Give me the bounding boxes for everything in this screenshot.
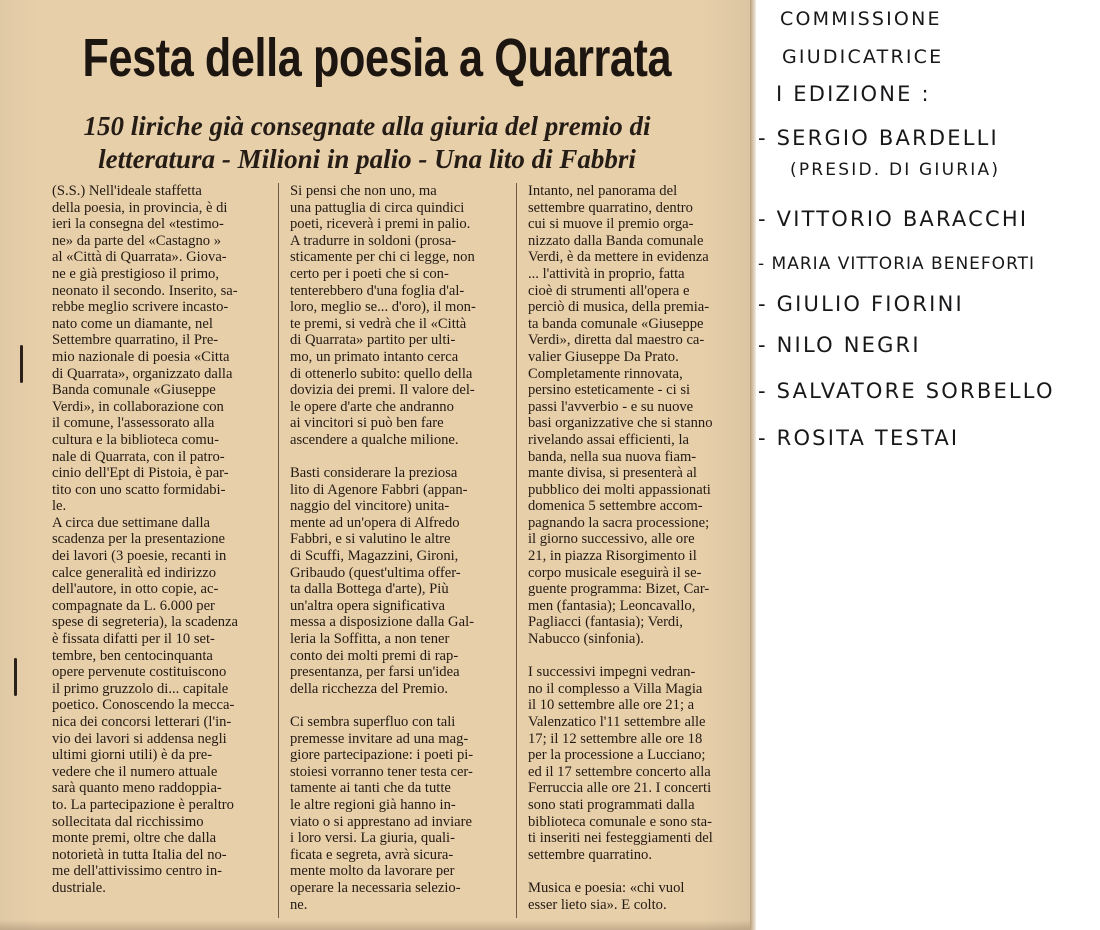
article-line: Ferruccia alle ore 21. I concerti xyxy=(528,780,712,797)
article-line: un'altra opera significativa xyxy=(290,597,445,614)
article-line: della ricchezza del Premio. xyxy=(290,680,449,697)
article-line: ta dalla Bottega d'arte), Più xyxy=(290,581,449,598)
jury-member-role: (PRESID. DI GIURIA) xyxy=(790,160,1001,180)
article-line: di Quarrata», organizzato dalla xyxy=(52,365,233,382)
article-line: Settembre quarratino, il Pre- xyxy=(52,332,219,349)
note-heading-line: I EDIZIONE : xyxy=(776,82,931,106)
article-line: rebbe meglio scrivere incasto- xyxy=(52,299,229,316)
article-line: mente ad un'opera di Alfredo xyxy=(290,514,460,531)
article-line: naggio del vincitore) unita- xyxy=(290,498,450,515)
subheadline-line-1: 150 liriche già consegnate alla giuria del premio di xyxy=(83,111,651,141)
article-line: nato come un diamante, nel xyxy=(52,315,213,332)
article-line: men (fantasia); Leoncavallo, xyxy=(528,597,696,614)
article-line: cui si muove il premio orga- xyxy=(528,216,694,233)
article-line: sarà quanto meno raddoppia- xyxy=(52,780,222,797)
jury-member: - MARIA VITTORIA BENEFORTI xyxy=(758,254,1036,274)
article-line: dustriale. xyxy=(52,879,106,896)
article-line: Ci sembra superfluo con tali xyxy=(290,714,456,730)
jury-member: - SERGIO BARDELLI xyxy=(758,126,999,150)
article-line: ... l'attività in proprio, fatta xyxy=(528,265,685,282)
article-line: tenterebbero d'una foglia d'al- xyxy=(290,282,465,299)
jury-member: - NILO NEGRI xyxy=(758,333,921,357)
article-line: cultura e la biblioteca comu- xyxy=(52,431,219,448)
scan-shadow xyxy=(0,920,752,930)
article-line: biblioteca comunale e sono sta- xyxy=(528,813,712,830)
article-line: tembre, ben centocinquanta xyxy=(52,647,213,664)
article-line xyxy=(290,697,502,714)
article-line: il comune, l'assessorato alla xyxy=(52,415,215,432)
margin-mark xyxy=(14,658,17,696)
article-line: Valenzatico l'11 settembre alle xyxy=(528,714,706,730)
headline: Festa della poesia a Quarrata xyxy=(82,28,672,88)
article-line: di Quarrata» partito per ulti- xyxy=(290,332,456,349)
jury-member: - GIULIO FIORINI xyxy=(758,292,964,316)
article-line: Completamente rinnovata, xyxy=(528,365,683,382)
article-line: settembre quarratino, dentro xyxy=(528,199,693,216)
article-line: viato o si apprestano ad inviare xyxy=(290,813,472,830)
article-line: settembre quarratino. xyxy=(528,846,652,863)
article-line: tamente ai tanti che da tutte xyxy=(290,780,451,797)
article-line: tito con uno scatto formidabi- xyxy=(52,481,226,498)
subheadline-line-2: letteratura - Milioni in palio - Una lito di Fabbri xyxy=(98,144,636,174)
article-line: vio dei lavori si addensa negli xyxy=(52,730,227,747)
article-line: una pattuglia di circa quindici xyxy=(290,199,465,216)
article-line: esser lieto sia». E colto. xyxy=(528,896,667,913)
article-line: I successivi impegni vedran- xyxy=(528,664,696,681)
column-divider xyxy=(278,183,279,918)
article-line: ta banda comunale «Giuseppe xyxy=(528,315,704,332)
article-line: A circa due settimane dalla xyxy=(52,514,211,531)
article-line: certo per i poeti che si con- xyxy=(290,265,449,282)
article-line: guente programma: Bizet, Car- xyxy=(528,581,710,598)
article-line: ascendere a qualche milione. xyxy=(290,431,459,448)
article-line: sollecitata dal ricchissimo xyxy=(52,813,204,830)
article-line: Musica e poesia: «chi vuol xyxy=(528,879,685,896)
article-line: Basti considerare la preziosa xyxy=(290,465,458,482)
article-line: mente molto da lavorare per xyxy=(290,863,455,880)
jury-member: - ROSITA TESTAI xyxy=(758,426,960,450)
article-line: conto dei molti premi di rap- xyxy=(290,647,459,664)
article-line xyxy=(528,863,740,880)
jury-member: - SALVATORE SORBELLO xyxy=(758,379,1055,403)
article-line: il primo gruzzolo di... capitale xyxy=(52,680,229,697)
article-line: Verdi», diretta dal maestro ca- xyxy=(528,332,705,349)
article-line: scadenza per la presentazione xyxy=(52,531,225,548)
article-line: Verdi», in collaborazione con xyxy=(52,398,224,415)
article-line: ultimi giorni utili) è da pre- xyxy=(52,747,213,764)
article-line: pagnando la sacra processione; xyxy=(528,514,710,531)
article-line: 17; il 12 settembre alle ore 18 xyxy=(528,730,703,747)
article-line: i loro versi. La giuria, quali- xyxy=(290,830,455,847)
article-line: domenica 5 settembre accom- xyxy=(528,498,703,515)
article-line: Verdi, è da mettere in evidenza xyxy=(528,249,709,266)
article-line: sticamente per chi ci legge, non xyxy=(290,249,475,266)
article-line: ed il 17 settembre concerto alla xyxy=(528,763,711,780)
article-line: (S.S.) Nell'ideale staffetta xyxy=(52,183,202,199)
article-line: dell'autore, in otto copie, ac- xyxy=(52,581,219,598)
article-line: corpo musicale eseguirà il se- xyxy=(528,564,702,581)
clipping-edge xyxy=(750,0,756,930)
article-line: nale di Quarrata, con il patro- xyxy=(52,448,225,465)
note-heading-line: GIUDICATRICE xyxy=(782,46,944,68)
article-line: nica dei concorsi letterari (l'in- xyxy=(52,714,232,730)
article-line: Fabbri, e si valutino le altre xyxy=(290,531,451,548)
article-line: rivelando assai efficienti, la xyxy=(528,431,690,448)
article-line xyxy=(528,648,740,665)
article-line: opere pervenute costituiscono xyxy=(52,664,227,681)
article-line: loro, meglio se... d'oro), il mon- xyxy=(290,299,476,316)
article-line: Banda comunale «Giuseppe xyxy=(52,382,216,399)
article-line: ficata e segreta, avrà sicura- xyxy=(290,846,454,863)
article-line: banda, nella sua nuova fiam- xyxy=(528,448,697,465)
article-line: giore partecipazione: i poeti pi- xyxy=(290,747,474,764)
article-line: le opere d'arte che andranno xyxy=(290,398,454,415)
article-line: Si pensi che non uno, ma xyxy=(290,183,437,199)
article-line: presentanza, per farsi un'idea xyxy=(290,664,460,681)
article-line: della poesia, in provincia, è di xyxy=(52,199,228,216)
article-line: di Scuffi, Magazzini, Gironi, xyxy=(290,548,459,565)
article-line xyxy=(290,449,502,466)
article-line: 21, in piazza Risorgimento il xyxy=(528,548,697,565)
article-line: no il complesso a Villa Magia xyxy=(528,680,703,697)
article-line: al «Città di Quarrata». Giova- xyxy=(52,249,227,266)
article-line: le altre regioni già hanno in- xyxy=(290,796,456,813)
article-line: cioè di strumenti all'opera e xyxy=(528,282,690,299)
article-line: A tradurre in soldoni (prosa- xyxy=(290,232,457,249)
article-line: perciò di musica, della premia- xyxy=(528,299,710,316)
article-line: ai vincitori si può ben fare xyxy=(290,415,444,432)
article-line: operare la necessaria selezio- xyxy=(290,879,461,896)
article-line: mio nazionale di poesia «Citta xyxy=(52,348,230,365)
article-line: calce generalità ed indirizzo xyxy=(52,564,217,581)
article-line: poeti, riceverà i premi in palio. xyxy=(290,216,471,233)
article-line: leria la Soffitta, a non tener xyxy=(290,631,450,648)
article-line: me dell'attivissimo centro in- xyxy=(52,863,223,880)
article-line: monte premi, oltre che dalla xyxy=(52,830,217,847)
article-line: passi l'avverbio - e su nuove xyxy=(528,398,694,415)
article-line: ne. xyxy=(290,896,308,913)
article-line: spese di segreteria), la scadenza xyxy=(52,614,238,631)
article-line: messa a disposizione dalla Gal- xyxy=(290,614,474,631)
article-line: ieri la consegna del «testimo- xyxy=(52,216,224,233)
article-line: ti inseriti nei festeggiamenti del xyxy=(528,830,713,847)
article-line: Pagliacci (fantasia); Verdi, xyxy=(528,614,683,631)
article-line: di ottenerlo subito: quello della xyxy=(290,365,473,382)
article-line: neonato il secondo. Inserito, sa- xyxy=(52,282,238,299)
article-line: sono stati programmati dalla xyxy=(528,796,695,813)
article-line: per la processione a Lucciano; xyxy=(528,747,706,764)
article-line: cinio dell'Ept di Pistoia, è par- xyxy=(52,465,229,482)
article-line: to. La partecipazione è peraltro xyxy=(52,796,234,813)
article-line: Gribaudo (quest'ultima offer- xyxy=(290,564,461,581)
article-line: mante divisa, si presenterà al xyxy=(528,465,697,482)
article-column-2 xyxy=(290,183,502,913)
article-line: persino esteticamente - ci si xyxy=(528,382,691,399)
article-line: Intanto, nel panorama del xyxy=(528,183,678,199)
article-line: lito di Agenore Fabbri (appan- xyxy=(290,481,468,498)
jury-member: - VITTORIO BARACCHI xyxy=(758,207,1029,231)
article-line: nizzato dalla Banda comunale xyxy=(528,232,704,249)
article-line: basi organizzative che si stanno xyxy=(528,415,713,432)
note-heading-line: COMMISSIONE xyxy=(780,8,942,30)
article-line: pubblico dei molti appassionati xyxy=(528,481,711,498)
article-line: il giorno successivo, alle ore xyxy=(528,531,695,548)
article-line: valier Giuseppe Da Prato. xyxy=(528,348,679,365)
margin-mark xyxy=(20,345,23,383)
article-column-1 xyxy=(52,183,264,897)
article-column-3 xyxy=(528,183,740,913)
article-line: ne e già prestigioso il primo, xyxy=(52,265,219,282)
article-line: dovizia dei premi. Il valore del- xyxy=(290,382,475,399)
column-divider xyxy=(516,183,517,918)
article-line: compagnate da L. 6.000 per xyxy=(52,597,215,614)
article-line: ne» da parte del «Castagno » xyxy=(52,232,221,249)
article-line: dei lavori (3 poesie, recanti in xyxy=(52,548,227,565)
article-line: notorietà in tutta Italia del no- xyxy=(52,846,227,863)
article-line: premesse invitare ad una mag- xyxy=(290,730,469,747)
article-line: stoiesi vorranno tener testa cer- xyxy=(290,763,473,780)
article-line: il 10 settembre alle ore 21; a xyxy=(528,697,695,714)
article-line: è fissata difatti per il 10 set- xyxy=(52,631,215,648)
article-line: le. xyxy=(52,498,67,515)
article-line: vedere che il numero attuale xyxy=(52,763,218,780)
article-line: Nabucco (sinfonia). xyxy=(528,631,644,648)
article-line: te premi, si vedrà che il «Città xyxy=(290,315,467,332)
article-line: mo, un primato intanto cerca xyxy=(290,348,459,365)
article-line: poetico. Conoscendo la mecca- xyxy=(52,697,235,714)
